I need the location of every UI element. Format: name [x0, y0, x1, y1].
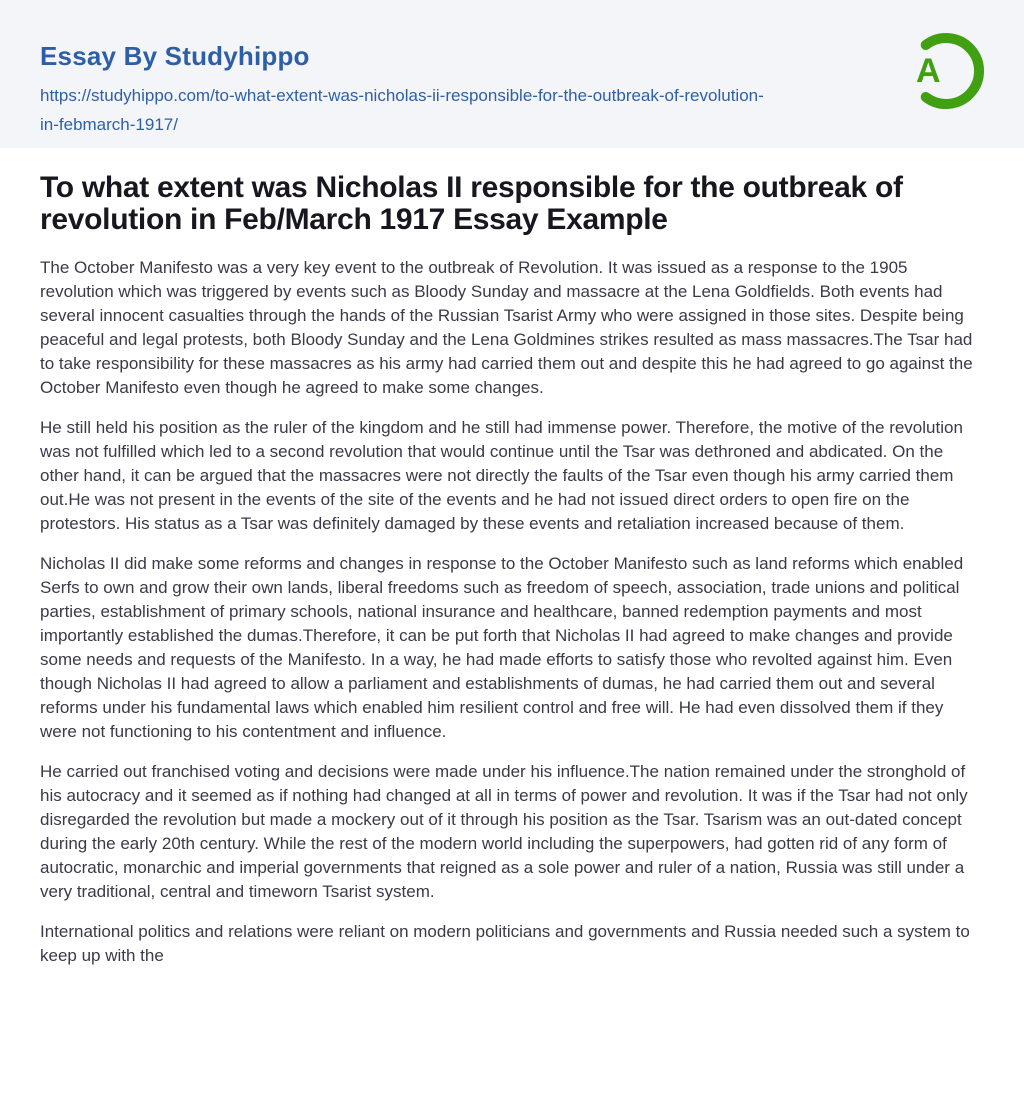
- page-title: To what extent was Nicholas II responsible for the outbreak of revolution in Feb/March 1917 Essay Example: [40, 171, 903, 236]
- essay-paragraph: The October Manifesto was a very key event to the outbreak of Revolution. It was issued as a response to the 1905 revolution which was triggered by events such as Bloody Sunday and massacre at the Lena Goldfields. Both events had several innocent casualties through the hands of the Russian Tsarist Army who were assigned in those sites. Despite being peaceful and legal protests, both Bloody Sunday and the Lena Goldmines strikes resulted as mass massacres.The Tsar had to take responsibility for these massacres as his army had carried them out and despite this he had agreed to go against the October Manifesto even though he agreed to make some changes.: [40, 258, 973, 397]
- essay-body: [40, 256, 980, 968]
- header: [0, 0, 1024, 148]
- essay-paragraph: Nicholas II did make some reforms and changes in response to the October Manifesto such as land reforms which enabled Serfs to own and grow their own lands, liberal freedoms such as freedom of speech, association, trade unions and political parties, establishment of primary schools, national insurance and healthcare, banned redemption payments and most importantly established the dumas.Therefore, it can be put forth that Nicholas II had agreed to make changes and provide some needs and requests of the Manifesto. In a way, he had made efforts to satisfy those who revolted against him. Even though Nicholas II had agreed to allow a parliament and establishments of dumas, he had carried them out and several reforms under his fundamental laws which enabled him resilient control and free will. He had even dissolved them if they were not functioning to his contentment and influence.: [40, 554, 964, 741]
- essay-paragraph: International politics and relations were reliant on modern politicians and governments and Russia needed such a system to keep up with the: [40, 922, 970, 965]
- essay-paragraph: He carried out franchised voting and decisions were made under his influence.The nation remained under the stronghold of his autocracy and it seemed as if nothing had changed at all in terms of power and revolution. It was if the Tsar had not only disregarded the revolution but made a mockery out of it through his position as the Tsar. Tsarism was an out-dated concept during the early 20th century. While the rest of the modern world including the superpowers, had gotten rid of any form of autocratic, monarchic and imperial governments that reigned as a sole power and ruler of a nation, Russia was still under a very traditional, central and timeworn Tsarist system.: [40, 762, 968, 901]
- essay-paragraph: He still held his position as the ruler of the kingdom and he still had immense power. Therefore, the motive of the revolution was not fulfilled which led to a second revolution that would continue until the Tsar was dethroned and abdicated. On the other hand, it can be argued that the massacres were not directly the faults of the Tsar even though his army carried them out.He was not present in the events of the site of the events and he had not issued direct orders to open fire on the protestors. His status as a Tsar was definitely damaged by these events and retaliation increased because of them.: [40, 418, 963, 533]
- site-label: Essay By Studyhippo: [40, 41, 310, 71]
- article-url-link[interactable]: https://studyhippo.com/to-what-extent-was-nicholas-ii-responsible-for-the-outbreak-of-revolution-in-febmarch-1917/: [40, 86, 764, 134]
- logo-letter: A: [916, 52, 941, 90]
- studyhippo-logo: [906, 31, 986, 111]
